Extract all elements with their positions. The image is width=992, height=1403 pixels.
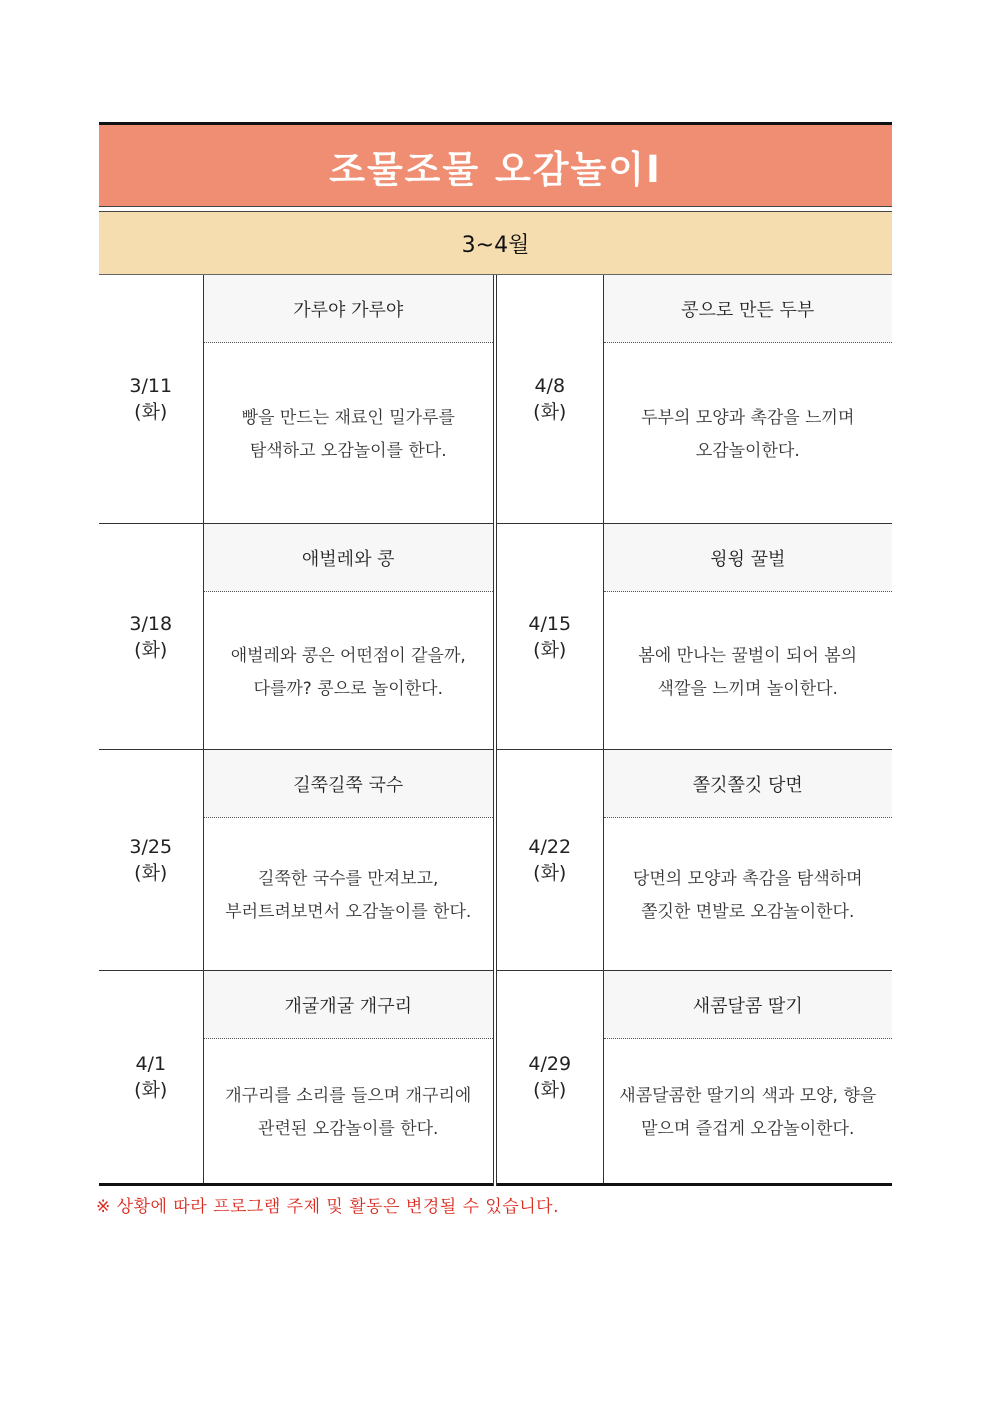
activity-description	[204, 1039, 494, 1183]
description-line: 봄에 만나는 꿀벌이 되어 봄의	[638, 645, 858, 666]
table-row	[99, 750, 892, 971]
description-line: 색깔을 느끼며 놀이한다.	[657, 678, 838, 699]
title-text: 조물조물 오감놀이Ⅰ	[329, 147, 662, 191]
activity-description	[604, 818, 893, 970]
period-header	[99, 212, 892, 275]
weekday-label: (화)	[533, 862, 567, 884]
activity-cell	[203, 275, 495, 524]
date-cell	[99, 524, 203, 750]
activity-cell	[203, 971, 495, 1185]
activity-cell	[603, 971, 892, 1185]
date-label: 4/22	[528, 836, 572, 858]
date-label: 4/15	[528, 612, 572, 635]
activity-description	[604, 1039, 893, 1183]
activity-topic: 콩으로 만든 두부	[604, 275, 893, 343]
date-label: 3/18	[129, 612, 173, 635]
activity-topic: 새콤달콤 딸기	[604, 971, 893, 1039]
date-cell	[99, 750, 203, 971]
description-line: 관련된 오감놀이를 한다.	[258, 1119, 439, 1139]
activity-description	[204, 592, 494, 749]
description-line: 길쭉한 국수를 만져보고,	[258, 869, 439, 889]
activity-description	[604, 592, 893, 749]
date-cell	[495, 750, 603, 971]
date-cell	[495, 524, 603, 750]
activity-description	[204, 343, 494, 523]
description-line: 맡으며 즐겁게 오감놀이한다.	[641, 1119, 855, 1139]
activity-topic: 개굴개굴 개구리	[204, 971, 494, 1039]
date-label: 3/25	[129, 836, 173, 858]
activity-cell	[203, 750, 495, 971]
description-line: 오감놀이한다.	[695, 441, 800, 461]
page-title	[99, 122, 892, 206]
activity-description	[204, 818, 494, 970]
description-line: 개구리를 소리를 들으며 개구리에	[225, 1086, 472, 1106]
description-line: 당면의 모양과 촉감을 탐색하며	[632, 869, 863, 889]
description-line: 빵을 만드는 재료인 밀가루를	[241, 408, 455, 428]
date-cell	[495, 275, 603, 524]
description-line: 두부의 모양과 촉감을 느끼며	[641, 408, 855, 428]
date-label: 4/29	[528, 1053, 572, 1075]
weekday-label: (화)	[134, 1079, 168, 1101]
description-line: 애벌레와 콩은 어떤점이 같을까,	[230, 645, 466, 666]
activity-topic: 윙윙 꿀벌	[604, 524, 893, 592]
activity-topic: 애벌레와 콩	[204, 524, 494, 592]
weekday-label: (화)	[134, 638, 168, 661]
period-text: 3~4월	[461, 232, 530, 258]
date-cell	[99, 971, 203, 1185]
weekday-label: (화)	[134, 401, 168, 423]
weekday-label: (화)	[533, 638, 567, 661]
activity-cell	[603, 750, 892, 971]
schedule-sheet	[99, 122, 892, 1186]
description-line: 다를까? 콩으로 놀이한다.	[253, 678, 443, 699]
date-label: 3/11	[129, 375, 173, 397]
activity-description	[604, 343, 893, 523]
activity-topic: 쫄깃쫄깃 당면	[604, 750, 893, 818]
activity-topic: 길쭉길쭉 국수	[204, 750, 494, 818]
date-cell	[99, 275, 203, 524]
date-cell	[495, 971, 603, 1185]
weekday-label: (화)	[134, 862, 168, 884]
activity-topic: 가루야 가루야	[204, 275, 494, 343]
weekday-label: (화)	[533, 1079, 567, 1101]
date-label: 4/1	[135, 1053, 167, 1075]
table-row	[99, 971, 892, 1185]
table-row	[99, 275, 892, 524]
schedule-table	[99, 275, 892, 1186]
footnote: ※ 상황에 따라 프로그램 주제 및 활동은 변경될 수 있습니다.	[96, 1197, 559, 1217]
activity-cell	[203, 524, 495, 750]
activity-cell	[603, 275, 892, 524]
activity-cell	[603, 524, 892, 750]
description-line: 탐색하고 오감놀이를 한다.	[249, 441, 447, 461]
description-line: 부러트려보면서 오감놀이를 한다.	[225, 902, 472, 922]
date-label: 4/8	[534, 375, 566, 397]
description-line: 새콤달콤한 딸기의 색과 모양, 향을	[619, 1086, 877, 1106]
description-line: 쫄깃한 면발로 오감놀이한다.	[641, 902, 855, 922]
table-row	[99, 524, 892, 750]
weekday-label: (화)	[533, 401, 567, 423]
